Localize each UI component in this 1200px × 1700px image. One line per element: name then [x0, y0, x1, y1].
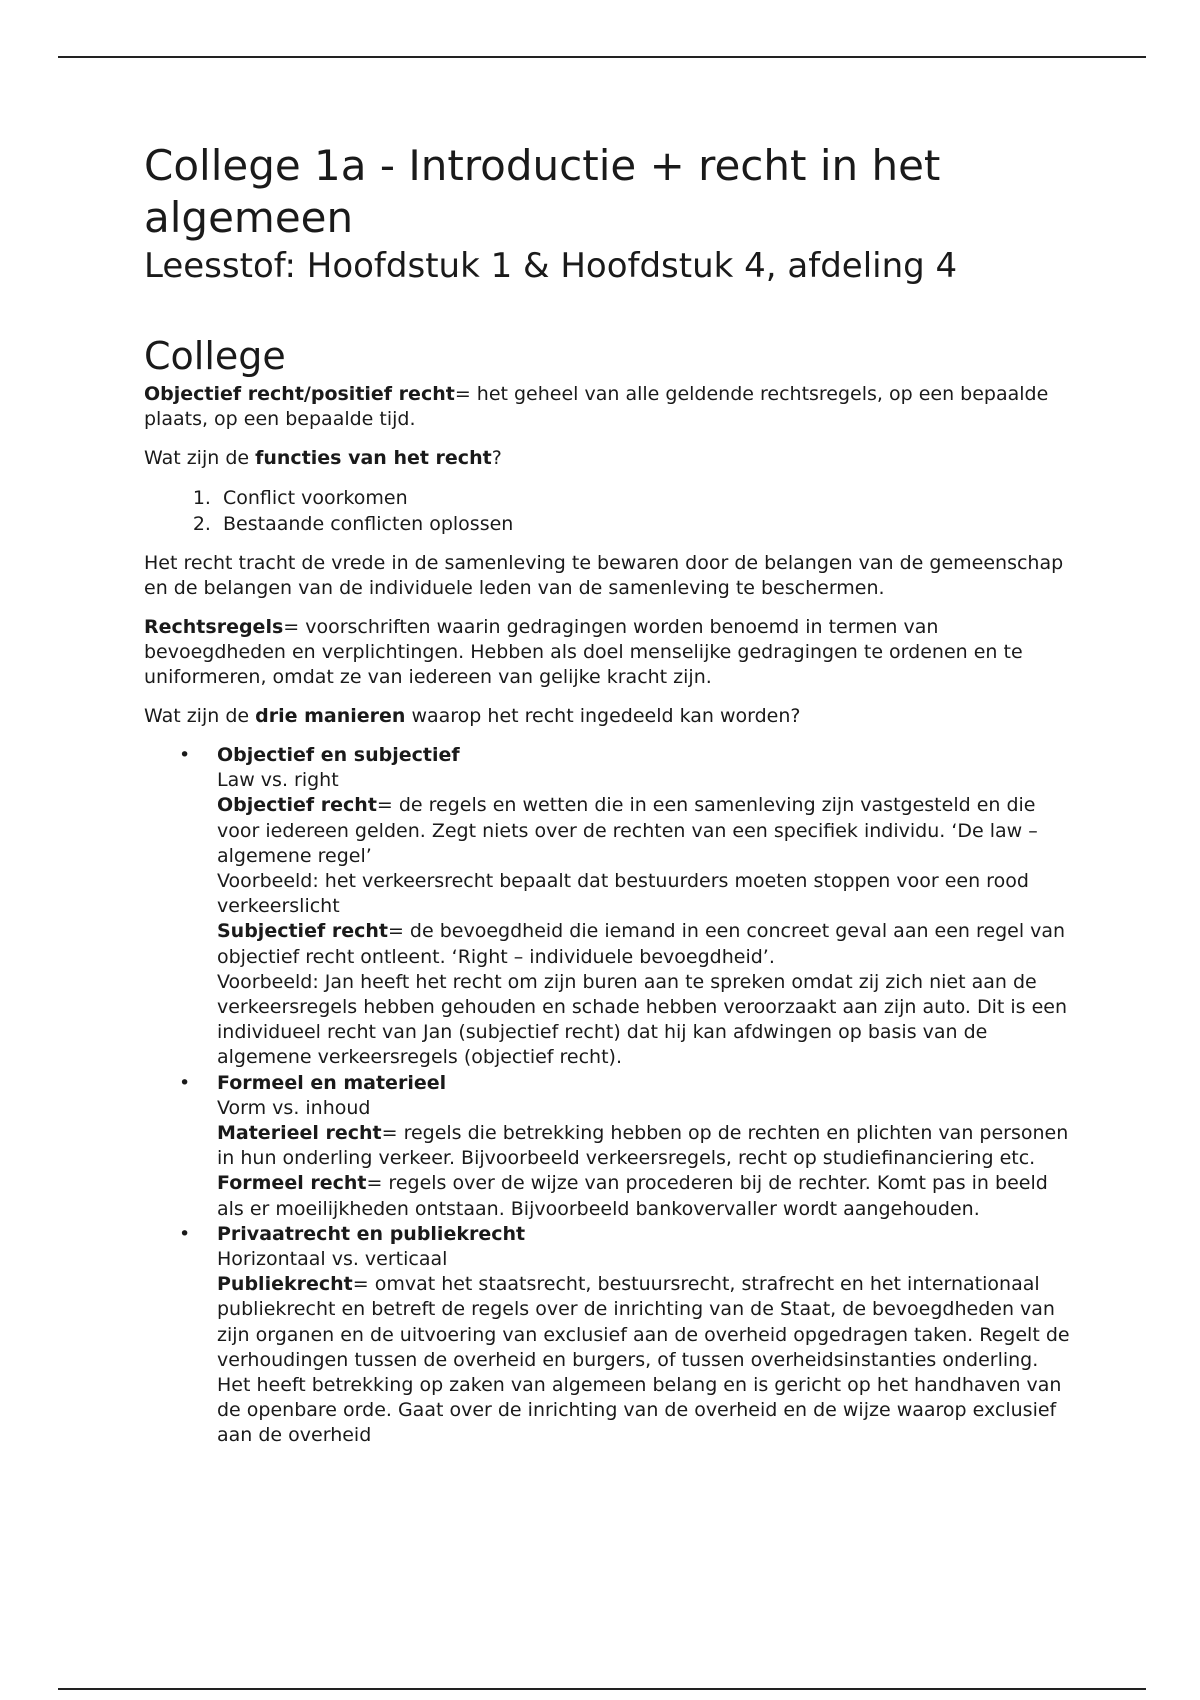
paragraph-vrede: Het recht tracht de vrede in de samenleving te bewaren door de belangen van de gemeenschap en de belangen van de individuele leden van de samenleving te beschermen. — [144, 552, 1064, 599]
bullet-icon: • — [179, 1222, 191, 1245]
question-manieren — [144, 704, 1074, 729]
category-summary: Horizontaal vs. verticaal — [217, 1248, 448, 1271]
definition-objectief-recht — [144, 382, 1074, 432]
category-heading: Formeel en materieel — [217, 1071, 447, 1094]
definition-term: Subjectief recht — [217, 920, 388, 943]
list-item-privaat-publiek — [179, 1222, 1074, 1449]
category-definition — [217, 1171, 1074, 1221]
category-example: Voorbeeld: het verkeersrecht bepaalt dat bestuurders moeten stoppen voor een rood verkeerslicht — [217, 870, 1029, 918]
definition-text: = omvat het staatsrecht, bestuursrecht, strafrecht en het internationaal publiekrecht en betreft de regels over de inrichting van de Staat, de bevoegdheden van zijn organen en de uitvoering van exclusief aan de overheid opgedragen taken. Regelt de verhoudingen tussen de overheid en burgers, of tussen overheidsinstanties onderling. Het heeft betrekking op zaken van algemeen belang en is gericht op het handhaven van de openbare orde. Gaat over de inrichting van de overheid en de wijze waarop exclusief aan de overheid — [217, 1273, 1070, 1447]
category-summary: Law vs. right — [217, 769, 339, 792]
definition-term: Formeel recht — [217, 1172, 367, 1195]
definition-rechtsregels — [144, 615, 1074, 690]
question-bold: functies van het recht — [255, 447, 492, 469]
definition-term: Objectief recht — [217, 794, 377, 817]
question-suffix: waarop het recht ingedeeld kan worden? — [405, 705, 801, 727]
section-heading: College — [144, 334, 286, 378]
category-summary: Vorm vs. inhoud — [217, 1096, 371, 1119]
category-heading: Objectief en subjectief — [217, 744, 460, 766]
question-functies — [144, 446, 1074, 471]
category-definition — [217, 1121, 1074, 1171]
categories-list — [144, 743, 1074, 1449]
bottom-rule — [58, 1688, 1146, 1690]
definition-text: = regels over de wijze van procederen bij de rechter. Komt pas in beeld als er moeilijkheden ontstaan. Bijvoorbeeld bankovervaller wordt aangehouden. — [217, 1172, 1048, 1220]
functions-list — [144, 485, 1074, 537]
document-body — [144, 140, 1074, 1449]
category-definition — [217, 1272, 1074, 1448]
question-suffix: ? — [491, 447, 502, 469]
term-rechtsregels: Rechtsregels — [144, 616, 284, 638]
definition-text: = voorschriften waarin gedragingen worden benoemd in termen van bevoegdheden en verplichtingen. Hebben als doel menselijke gedragingen te ordenen en te uniformeren, omdat ze van iedereen van gelijke kracht zijn. — [144, 616, 1023, 688]
page-subtitle: Leesstof: Hoofdstuk 1 & Hoofdstuk 4, afdeling 4 — [144, 246, 958, 286]
question-bold: drie manieren — [255, 705, 406, 727]
definition-term: Publiekrecht — [217, 1273, 353, 1296]
question-prefix: Wat zijn de — [144, 705, 256, 727]
list-item: 1. Conflict voorkomen — [217, 485, 1074, 511]
definition-term: Materieel recht — [217, 1122, 382, 1145]
term-objectief-recht: Objectief recht/positief recht — [144, 383, 455, 405]
definition-text: = de regels en wetten die in een samenleving zijn vastgesteld en die voor iedereen gelden. Zegt niets over de rechten van een specifiek individu. ‘De law – algemene regel’ — [217, 794, 1038, 867]
question-prefix: Wat zijn de — [144, 447, 256, 469]
category-definition — [217, 919, 1074, 969]
category-example: Voorbeeld: Jan heeft het recht om zijn buren aan te spreken omdat zij zich niet aan de verkeersregels hebben gehouden en schade hebben veroorzaakt aan zijn auto. Dit is een individueel recht van Jan (subjectief recht) dat hij kan afdwingen op basis van de algemene verkeersregels (objectief recht). — [217, 970, 1067, 1069]
list-item: 2. Bestaande conflicten oplossen — [217, 511, 1074, 537]
list-item-formeel-materieel — [179, 1071, 1074, 1222]
bullet-icon: • — [179, 1071, 191, 1094]
definition-text: = de bevoegdheid die iemand in een concreet geval aan een regel van objectief recht ontleent. ‘Right – individuele bevoegdheid’. — [217, 920, 1066, 968]
page-title: College 1a - Introductie + recht in het algemeen — [144, 141, 941, 242]
bullet-icon: • — [179, 744, 191, 766]
list-item-objectief-subjectief — [179, 743, 1074, 1071]
definition-text: = regels die betrekking hebben op de rechten en plichten van personen in hun onderling verkeer. Bijvoorbeeld verkeersregels, recht op studiefinanciering etc. — [217, 1122, 1069, 1170]
top-rule — [58, 56, 1146, 58]
category-definition — [217, 793, 1074, 869]
definition-text: = het geheel van alle geldende rechtsregels, op een bepaalde plaats, op een bepaalde tijd. — [144, 383, 1049, 430]
category-heading: Privaatrecht en publiekrecht — [217, 1222, 526, 1245]
